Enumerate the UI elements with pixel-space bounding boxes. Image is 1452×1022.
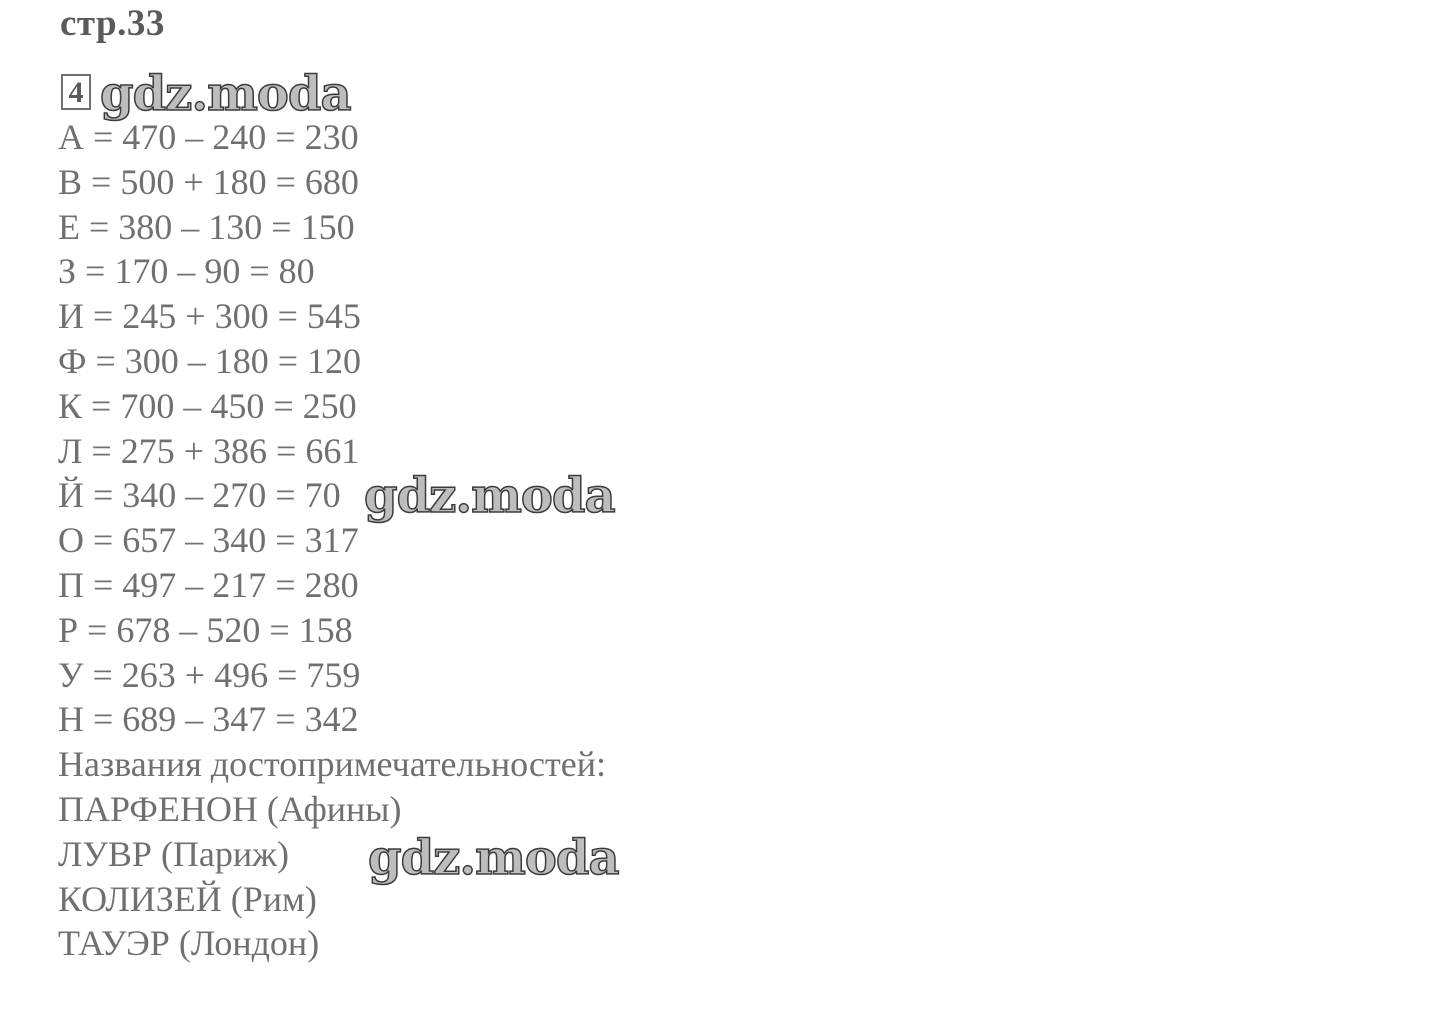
equation-line: Л = 275 + 386 = 661 bbox=[58, 430, 360, 471]
equation-line: К = 700 – 450 = 250 bbox=[58, 385, 357, 426]
landmark-item: КОЛИЗЕЙ (Рим) bbox=[58, 878, 317, 919]
landmark-item: ПАРФЕНОН (Афины) bbox=[58, 788, 402, 829]
equation-line: В = 500 + 180 = 680 bbox=[58, 161, 359, 202]
equation-line: Р = 678 – 520 = 158 bbox=[58, 609, 353, 650]
equation-line: Й = 340 – 270 = 70 bbox=[58, 475, 341, 516]
landmark-item: ЛУВР (Париж) bbox=[58, 833, 290, 874]
equation-line: И = 245 + 300 = 545 bbox=[58, 296, 361, 337]
watermark: gdz.moda bbox=[364, 468, 615, 524]
equation-line: У = 263 + 496 = 759 bbox=[58, 654, 361, 695]
equation-line: Е = 380 – 130 = 150 bbox=[58, 206, 355, 247]
equation-line: П = 497 – 217 = 280 bbox=[58, 564, 359, 605]
equation-line: З = 170 – 90 = 80 bbox=[58, 251, 315, 292]
equation-line: Ф = 300 – 180 = 120 bbox=[58, 340, 362, 381]
landmark-item: ТАУЭР (Лондон) bbox=[58, 923, 320, 964]
equation-line: Н = 689 – 347 = 342 bbox=[58, 699, 359, 740]
equation-line: О = 657 – 340 = 317 bbox=[58, 520, 359, 561]
page-label: стр.33 bbox=[60, 3, 165, 44]
watermark: gdz.moda bbox=[368, 830, 619, 886]
task-number-box: 4 bbox=[61, 74, 91, 110]
landmarks-heading: Названия достопримечательностей: bbox=[58, 744, 606, 785]
watermark: gdz.moda bbox=[100, 66, 351, 122]
equation-line: А = 470 – 240 = 230 bbox=[58, 117, 359, 157]
